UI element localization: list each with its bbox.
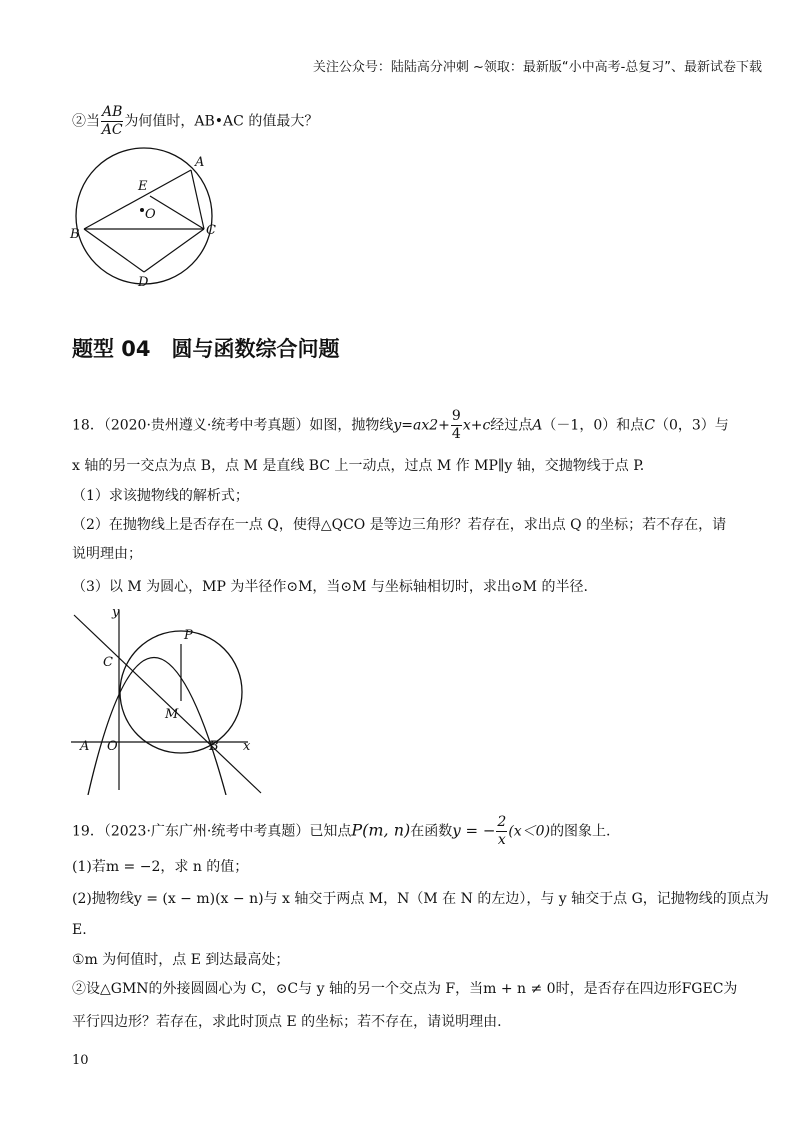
label-c: C bbox=[206, 223, 216, 238]
section-title: 题型 04 圆与函数综合问题 bbox=[72, 337, 340, 361]
q17-frac-num: AB bbox=[102, 104, 123, 120]
label-b: B bbox=[70, 227, 80, 242]
q19-stem-a: 19．（2023·广东广州·统考中考真题）已知点 bbox=[72, 823, 352, 840]
q18-point-a: A bbox=[532, 417, 543, 434]
label-a2: A bbox=[80, 739, 90, 754]
label-a: A bbox=[195, 155, 205, 170]
q19-frac-den: x bbox=[497, 832, 506, 848]
q18-part3: （3）以 M 为圆心，MP 为半径作⊙M，当⊙M 与坐标轴相切时，求出⊙M 的半径. bbox=[72, 579, 588, 595]
q19-stem bbox=[72, 814, 611, 849]
label-p: P bbox=[184, 628, 193, 643]
label-x: x bbox=[243, 739, 251, 754]
center-dot bbox=[140, 208, 144, 212]
q18-frac-den: 4 bbox=[451, 426, 461, 442]
label-b2: B bbox=[209, 739, 219, 754]
q17-suffix: 为何值时，AB•AC 的值最大？ bbox=[124, 113, 319, 130]
chord-bd bbox=[84, 229, 144, 272]
q18-stem-line2: x 轴的另一交点为点 B，点 M 是直线 BC 上一动点，过点 M 作 MP∥y 轴，交抛物线于点 P. bbox=[72, 458, 645, 474]
q18-stem-b: 经过点 bbox=[490, 417, 533, 434]
q19-part2-2a: ②设△GMN的外接圆圆心为 C，⊙C与 y 轴的另一个交点为 F，当m + n ≠ 0时，是否存在四边形FGEC为 bbox=[72, 981, 738, 997]
line-bc bbox=[74, 615, 261, 793]
q19-part2-a: (2)抛物线y = (x − m)(x − n)与 x 轴交于两点 M，N（M 在 N 的左边），与 y 轴交于点 G，记抛物线的顶点为 bbox=[72, 891, 769, 907]
page-number: 10 bbox=[72, 1053, 89, 1068]
q19-frac-num: 2 bbox=[497, 814, 507, 830]
chord-ac bbox=[191, 170, 204, 229]
q19-fraction bbox=[496, 814, 507, 849]
q18-point-c: C bbox=[644, 417, 655, 434]
label-e: E bbox=[138, 179, 148, 194]
q17-fraction bbox=[101, 104, 123, 139]
q18-part2-a: （2）在抛物线上是否存在一点 Q，使得△QCO 是等边三角形？若存在，求出点 Q 的坐标；若不存在，请 bbox=[72, 517, 727, 533]
page-header: 关注公众号：陆陆高分冲刺 ~领取：最新版“小中高考-总复习”、最新试卷下载 bbox=[312, 60, 762, 75]
q19-part2-1: ①m 为何值时，点 E 到达最高处； bbox=[72, 952, 290, 968]
circle-figure bbox=[66, 140, 236, 290]
q18-stem-c: （－1，0）和点 bbox=[542, 417, 645, 434]
q18-fraction bbox=[451, 408, 462, 443]
segment-ec bbox=[150, 196, 204, 229]
chord-dc bbox=[144, 229, 204, 272]
q18-stem-d: （0，3）与 bbox=[654, 417, 729, 434]
parabola-figure bbox=[66, 600, 276, 795]
label-o: O bbox=[145, 207, 156, 222]
circle-o bbox=[76, 148, 212, 284]
label-y: y bbox=[112, 605, 120, 620]
q18-frac-num: 9 bbox=[451, 408, 461, 424]
parabola-curve bbox=[88, 658, 226, 796]
q19-stem-b: 在函数 bbox=[410, 823, 453, 840]
q18-stem-line1 bbox=[72, 408, 729, 443]
q18-eq-mid: =ax2+ bbox=[401, 417, 450, 434]
q19-stem-c: 的图象上. bbox=[550, 823, 611, 840]
q19-point: P(m, n) bbox=[351, 820, 411, 840]
q18-part2-b: 说明理由； bbox=[72, 546, 142, 562]
q19-eq-left: y = − bbox=[452, 821, 496, 840]
q19-part1: (1)若m = −2，求 n 的值； bbox=[72, 859, 249, 875]
q19-part2-2b: 平行四边形？若存在，求此时顶点 E 的坐标；若不存在，请说明理由. bbox=[72, 1014, 502, 1030]
q18-part1: （1）求该抛物线的解析式； bbox=[72, 488, 249, 504]
label-c2: C bbox=[103, 655, 113, 670]
label-o2: O bbox=[107, 739, 118, 754]
q18-stem-a: 18．（2020·贵州遵义·统考中考真题）如图，抛物线 bbox=[72, 417, 394, 434]
q19-eq-cond: (x＜0) bbox=[508, 823, 551, 840]
q19-part2-b: E. bbox=[72, 922, 87, 938]
q17-frac-den: AC bbox=[101, 122, 123, 138]
q17-prefix: ②当 bbox=[72, 113, 100, 130]
q18-eq-end: x+c bbox=[462, 417, 491, 434]
label-m: M bbox=[165, 707, 179, 722]
q18-eq-y: y bbox=[393, 417, 402, 434]
label-d: D bbox=[138, 275, 149, 290]
q17-part2 bbox=[72, 104, 318, 139]
